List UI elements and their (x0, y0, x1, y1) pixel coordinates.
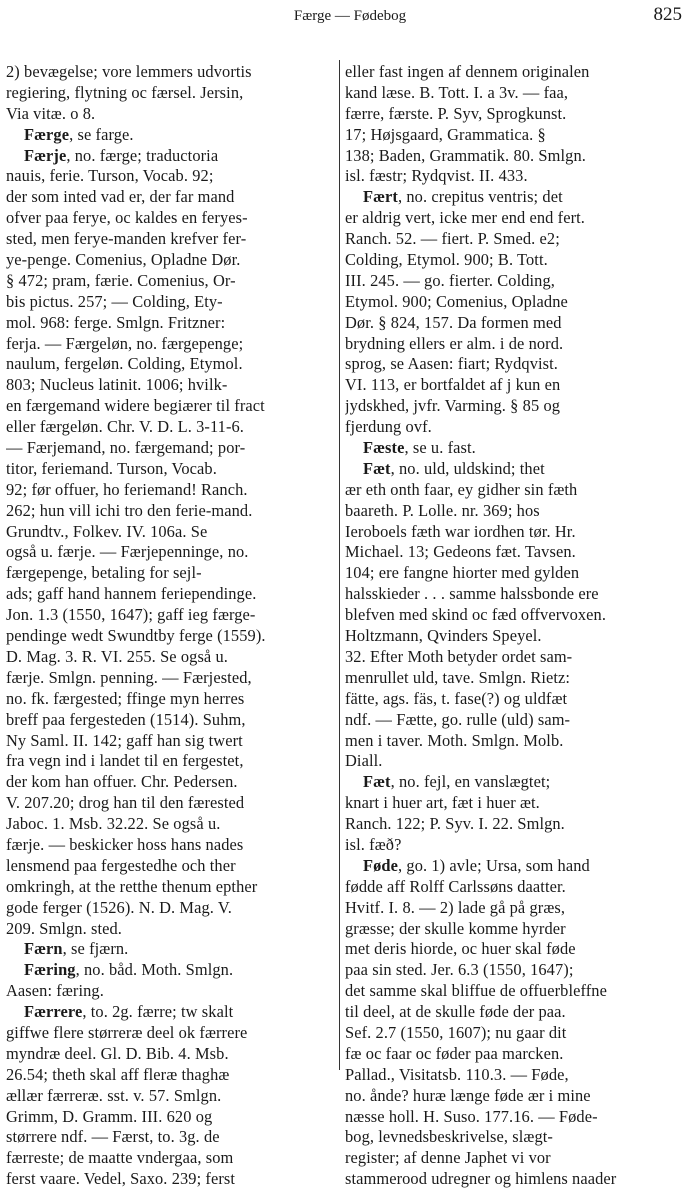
line-text: til deel, at de skulle føde der paa. (345, 1002, 566, 1022)
line-text: , no. båd. Moth. Smlgn. (75, 960, 234, 980)
line-text: ferja. — Færgeløn, no. færgepenge; (6, 333, 244, 353)
line-text: VI. 113, er bortfaldet af j kun en (345, 375, 561, 395)
line-text: nauis, ferie. Turson, Vocab. 92; (6, 166, 214, 186)
text-line (345, 1023, 685, 1044)
line-text: ællær færreræ. sst. v. 57. Smlgn. (6, 1085, 222, 1105)
line-text: ads; gaff hand hannem feriependinge. (6, 584, 257, 604)
line-text: men i taver. Moth. Smlgn. Molb. (345, 730, 564, 750)
text-line (6, 1148, 341, 1169)
text-line (6, 626, 341, 647)
text-line (345, 856, 685, 877)
text-line (6, 1023, 341, 1044)
line-text: der kom han offuer. Chr. Pedersen. (6, 772, 238, 792)
text-line (345, 542, 685, 563)
line-text: fra vegn ind i landet til en fergestet, (6, 751, 244, 771)
text-line (345, 605, 685, 626)
text-line (6, 166, 341, 187)
line-text: 32. Efter Moth betyder ordet sam- (345, 646, 573, 666)
line-text: Jaboc. 1. Msb. 32.22. Se også u. (6, 814, 221, 834)
text-line (345, 334, 685, 355)
line-text: færreste; de maatte vndergaa, som (6, 1148, 234, 1168)
line-text: D. Mag. 3. R. VI. 255. Se også u. (6, 646, 228, 666)
line-text: mol. 968: ferge. Smlgn. Fritzner: (6, 312, 226, 332)
text-line (6, 396, 341, 417)
text-line (6, 584, 341, 605)
text-line (6, 772, 341, 793)
line-text: pendinge wedt Swundtby ferge (1559). (6, 626, 266, 646)
text-line (345, 271, 685, 292)
line-text: V. 207.20; drog han til den færested (6, 793, 245, 813)
line-text: paa sin sted. Jer. 6.3 (1550, 1647); (345, 960, 574, 980)
text-line (345, 793, 685, 814)
text-line (6, 480, 341, 501)
line-text: , se farge. (69, 124, 134, 144)
text-line (345, 354, 685, 375)
text-line (345, 166, 685, 187)
text-line (6, 146, 341, 167)
headword: Fært (363, 187, 398, 207)
line-text: breff paa fergesteden (1514). Suhm, (6, 709, 246, 729)
line-text: Grundtv., Folkev. IV. 106a. Se (6, 521, 208, 541)
line-text: 262; hun vill ichi tro den ferie-mand. (6, 500, 253, 520)
line-text: Hvitf. I. 8. — 2) lade gå på græs, (345, 897, 566, 917)
text-line (6, 417, 341, 438)
headword: Fæt (363, 458, 391, 478)
text-line (6, 856, 341, 877)
line-text: , no. færge; traductoria (66, 145, 219, 165)
text-line (345, 1148, 685, 1169)
text-line (6, 334, 341, 355)
text-line (6, 1065, 341, 1086)
text-line (345, 689, 685, 710)
line-text: en færgemand widere begiærer til fract (6, 396, 265, 416)
line-text: 138; Baden, Grammatik. 80. Smlgn. (345, 145, 586, 165)
text-line (345, 939, 685, 960)
text-line (6, 459, 341, 480)
text-line (6, 125, 341, 146)
line-text: Sef. 2.7 (1550, 1607); nu gaar dit (345, 1022, 567, 1042)
line-text: bog, levnedsbeskrivelse, slægt- (345, 1127, 553, 1147)
line-text: naulum, fergeløn. Colding, Etymol. (6, 354, 243, 374)
headword: Færrere (24, 1002, 83, 1022)
text-line (6, 313, 341, 334)
line-text: fjerdung ovf. (345, 417, 432, 437)
line-text: lensmend paa fergestedhe och ther (6, 855, 236, 875)
headword: Fæste (363, 438, 405, 458)
text-line (345, 710, 685, 731)
text-line (345, 104, 685, 125)
text-line (6, 751, 341, 772)
headword: Færn (24, 939, 63, 959)
line-text: 2) bevægelse; vore lemmers udvortis (6, 62, 252, 81)
line-text: Via vitæ. o 8. (6, 103, 96, 123)
text-line (345, 146, 685, 167)
line-text: Jon. 1.3 (1550, 1647); gaff ieg færge- (6, 605, 256, 625)
headword: Føde (363, 855, 398, 875)
line-text: regiering, flytning oc færsel. Jersin, (6, 82, 244, 102)
text-line (6, 835, 341, 856)
text-line (345, 1065, 685, 1086)
line-text: fødde aff Rolff Carlssøns daatter. (345, 876, 566, 896)
text-line (6, 898, 341, 919)
text-line (6, 375, 341, 396)
headword: Fæt (363, 772, 391, 792)
line-text: eller fast ingen af dennem originalen (345, 62, 590, 81)
line-text: Pallad., Visitatsb. 110.3. — Føde, (345, 1064, 569, 1084)
line-text: gode ferger (1526). N. D. Mag. V. (6, 897, 232, 917)
line-text: ær eth onth faar, ey gidher sin fæth (345, 479, 578, 499)
line-text: størrere ndf. — Færst, to. 3g. de (6, 1127, 220, 1147)
line-text: met deris hiorde, oc huer skal føde (345, 939, 576, 959)
text-line (6, 83, 341, 104)
text-line (6, 814, 341, 835)
line-text: , no. fejl, en vanslægtet; (390, 772, 551, 792)
text-line (6, 668, 341, 689)
text-line (345, 877, 685, 898)
line-text: ye-penge. Comenius, Opladne Dør. (6, 250, 241, 270)
line-text: 209. Smlgn. sted. (6, 918, 122, 938)
line-text: stammerood udregner og himlens naader (345, 1169, 617, 1189)
text-line (345, 313, 685, 334)
text-line (6, 731, 341, 752)
line-text: Ieroboels fæth war iordhen tør. Hr. (345, 521, 576, 541)
line-text: no. fk. færgested; ffinge myn herres (6, 688, 245, 708)
text-line (345, 668, 685, 689)
line-text: jydskhed, jvfr. Varming. § 85 og (345, 396, 561, 416)
line-text: baareth. P. Lolle. nr. 369; hos (345, 500, 540, 520)
text-line (345, 960, 685, 981)
line-text: der som inted vad er, der far mand (6, 187, 235, 207)
text-line (345, 125, 685, 146)
line-text: 17; Højsgaard, Grammatica. § (345, 124, 546, 144)
text-line (345, 1044, 685, 1065)
text-line (6, 939, 341, 960)
line-text: 104; ere fangne hiorter med gylden (345, 563, 580, 583)
text-line (6, 354, 341, 375)
text-line (6, 438, 341, 459)
text-line (345, 501, 685, 522)
line-text: bis pictus. 257; — Colding, Ety- (6, 291, 223, 311)
line-text: græsse; der skulle komme hyrder (345, 918, 566, 938)
line-text: titor, feriemand. Turson, Vocab. (6, 458, 217, 478)
line-text: no. ånde? huræ længe føde ær i mine (345, 1085, 591, 1105)
text-line (345, 835, 685, 856)
line-text: , no. crepitus ventris; det (397, 187, 563, 207)
line-text: brydning ellers er alm. i de nord. (345, 333, 564, 353)
column-divider (339, 60, 340, 1070)
line-text: Ny Saml. II. 142; gaff han sig twert (6, 730, 243, 750)
text-line (345, 647, 685, 668)
text-line (345, 83, 685, 104)
text-line (6, 104, 341, 125)
text-line (6, 919, 341, 940)
line-text: Grimm, D. Gramm. III. 620 og (6, 1106, 213, 1126)
line-text: , go. 1) avle; Ursa, som hand (398, 855, 590, 875)
text-line (345, 1086, 685, 1107)
line-text: , no. uld, uldskind; thet (390, 458, 545, 478)
line-text: Dør. § 824, 157. Da formen med (345, 312, 562, 332)
line-text: Colding, Etymol. 900; B. Tott. (345, 250, 548, 270)
line-text: 26.54; theth skal aff fleræ thaghæ (6, 1064, 230, 1084)
text-line (345, 1002, 685, 1023)
line-text: er aldrig vert, icke mer end end fert. (345, 208, 585, 228)
text-line (6, 522, 341, 543)
text-line (345, 396, 685, 417)
line-text: eller færgeløn. Chr. V. D. L. 3-11-6. (6, 417, 245, 437)
text-line (345, 417, 685, 438)
text-line (6, 208, 341, 229)
line-text: fæ oc faar oc føder paa marcken. (345, 1043, 564, 1063)
text-line (345, 1107, 685, 1128)
line-text: giffwe flere størreræ deel ok færrere (6, 1022, 248, 1042)
text-line (6, 271, 341, 292)
line-text: færje. Smlgn. penning. — Færjested, (6, 667, 252, 687)
text-line (345, 981, 685, 1002)
line-text: Ranch. 122; P. Syv. I. 22. Smlgn. (345, 814, 565, 834)
text-line (6, 501, 341, 522)
text-line (345, 522, 685, 543)
text-line (6, 229, 341, 250)
line-text: , se fjærn. (62, 939, 129, 959)
line-text: færre, færste. P. Syv, Sprogkunst. (345, 103, 567, 123)
text-line (6, 960, 341, 981)
text-line (345, 898, 685, 919)
line-text: III. 245. — go. fierter. Colding, (345, 270, 555, 290)
line-text: § 472; pram, færie. Comenius, Or- (6, 270, 236, 290)
line-text: — Færjemand, no. færgemand; por- (6, 438, 246, 458)
line-text: det samme skal bliffue de offuerbleffne (345, 981, 607, 1001)
line-text: sprog, se Aasen: fiart; Rydqvist. (345, 354, 558, 374)
page-header (0, 4, 700, 30)
text-line (6, 1107, 341, 1128)
line-text: Ranch. 52. — fiert. P. Smed. e2; (345, 229, 560, 249)
line-text: Diall. (345, 751, 383, 771)
text-line (345, 772, 685, 793)
text-line (6, 1127, 341, 1148)
line-text: Aasen: færing. (6, 981, 104, 1001)
text-line (6, 981, 341, 1002)
text-line (6, 605, 341, 626)
line-text: isl. fæð? (345, 834, 402, 854)
text-line (345, 919, 685, 940)
line-text: også u. færje. — Færjepenninge, no. (6, 542, 249, 562)
text-line (6, 689, 341, 710)
line-text: 92; før offuer, ho feriemand! Ranch. (6, 479, 248, 499)
line-text: Michael. 13; Gedeons fæt. Tavsen. (345, 542, 576, 562)
line-text: , to. 2g. færre; tw skalt (82, 1002, 234, 1022)
headword: Færge (24, 124, 70, 144)
line-text: myndræ deel. Gl. D. Bib. 4. Msb. (6, 1043, 229, 1063)
text-line (345, 480, 685, 501)
line-text: halsskieder . . . samme halssbonde ere (345, 584, 599, 604)
text-line (6, 542, 341, 563)
line-text: næsse holl. H. Suso. 177.16. — Føde- (345, 1106, 598, 1126)
line-text: knart i huer art, fæt i huer æt. (345, 793, 540, 813)
line-text: blefven med skind oc fæd offvervoxen. (345, 605, 607, 625)
text-line (6, 563, 341, 584)
text-line (6, 877, 341, 898)
text-line (6, 647, 341, 668)
line-text: register; af denne Japhet vi vor (345, 1148, 551, 1168)
left-column (6, 62, 341, 1190)
line-text: ofver paa ferye, oc kaldes en feryes- (6, 208, 248, 228)
line-text: , se u. fast. (404, 438, 476, 458)
text-line (345, 584, 685, 605)
text-line (6, 1002, 341, 1023)
text-line (345, 250, 685, 271)
text-line (345, 731, 685, 752)
line-text: Etymol. 900; Comenius, Opladne (345, 291, 568, 311)
text-line (345, 208, 685, 229)
page-number: 825 (653, 4, 682, 25)
text-line (345, 814, 685, 835)
text-line (345, 1169, 685, 1190)
text-line (345, 187, 685, 208)
line-text: kand læse. B. Tott. I. a 3v. — faa, (345, 82, 569, 102)
text-line (345, 626, 685, 647)
line-text: isl. fæstr; Rydqvist. II. 433. (345, 166, 528, 186)
text-line (6, 292, 341, 313)
text-line (6, 62, 341, 83)
line-text: Holtzmann, Qvinders Speyel. (345, 626, 542, 646)
text-line (6, 187, 341, 208)
line-text: 803; Nucleus latinit. 1006; hvilk- (6, 375, 228, 395)
line-text: fätte, ags. fäs, t. fase(?) og uldfæt (345, 688, 568, 708)
text-line (345, 1127, 685, 1148)
text-line (6, 250, 341, 271)
text-line (345, 438, 685, 459)
text-line (345, 62, 685, 83)
text-line (6, 1044, 341, 1065)
text-line (345, 375, 685, 396)
text-line (345, 459, 685, 480)
line-text: omkringh, at the retthe thenum epther (6, 876, 258, 896)
text-line (345, 292, 685, 313)
running-head: Færge — Fødebog (293, 8, 407, 24)
text-line (6, 1086, 341, 1107)
headword: Færing (24, 960, 76, 980)
right-column (345, 62, 685, 1190)
line-text: færje. — beskicker hoss hans nades (6, 834, 244, 854)
text-line (6, 793, 341, 814)
line-text: sted, men ferye-manden krefver fer- (6, 229, 247, 249)
text-line (345, 229, 685, 250)
text-line (345, 751, 685, 772)
line-text: menrullet uld, tave. Smlgn. Rietz: (345, 667, 571, 687)
text-line (6, 710, 341, 731)
text-line (6, 1169, 341, 1190)
text-line (345, 563, 685, 584)
line-text: ferst vaare. Vedel, Saxo. 239; ferst (6, 1169, 236, 1189)
line-text: ndf. — Fætte, go. rulle (uld) sam- (345, 709, 571, 729)
line-text: færgepenge, betaling for sejl- (6, 563, 202, 583)
headword: Færje (24, 145, 67, 165)
